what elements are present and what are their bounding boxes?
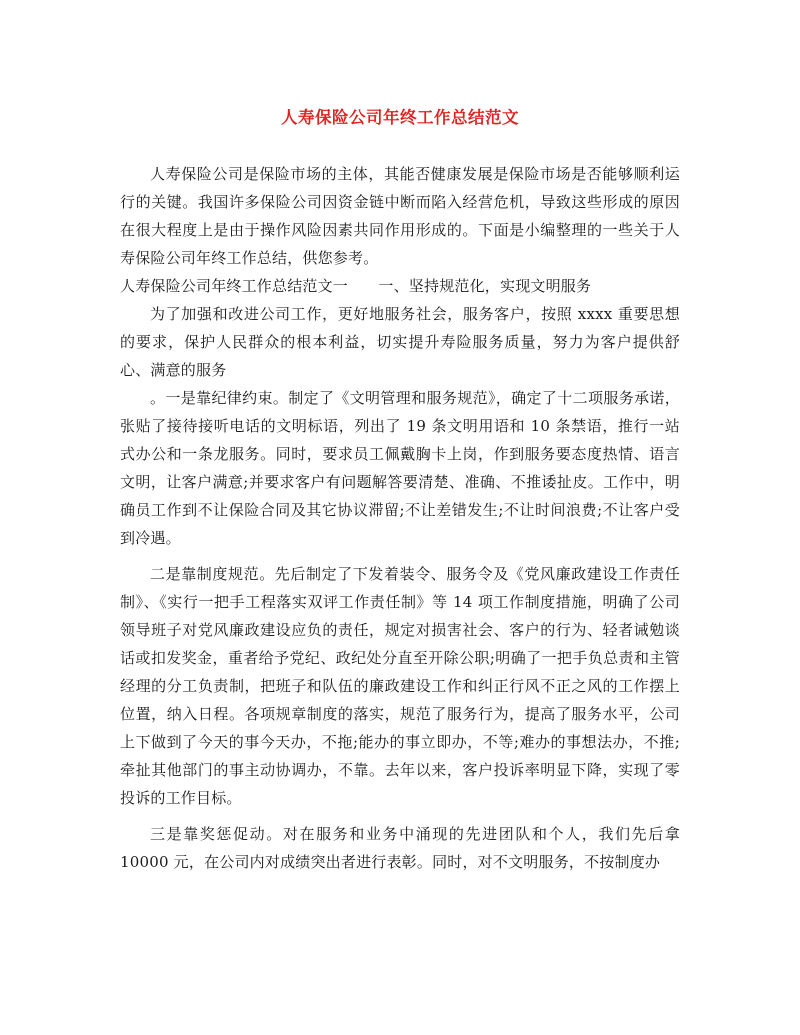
document-title: 人寿保险公司年终工作总结范文 (281, 108, 519, 127)
paragraph-discipline: 。一是靠纪律约束。制定了《文明管理和服务规范》，确定了十二项服务承诺，张贴了接待接听电话的文明标语，列出了 19 条文明用语和 10 条禁语，推行一站式办公和一条龙服务。同时，要求员工佩戴胸卡上岗，作到服务要态度热情、语言文明，让客户满意;并要求客户有问题解答要清楚、准确、不推诿扯皮。工作中，明确员工作到不让保险合同及其它协议滞留;不让差错发生;不让时间浪费;不让客户受到冷遇。 (120, 389, 680, 547)
section-heading: 人寿保险公司年终工作总结范文一 一、坚持规范化，实现文明服务 (120, 277, 592, 295)
paragraph-regulation: 二是靠制度规范。先后制定了下发着装令、服务令及《党风廉政建设工作责任制》、《实行一把手工程落实双评工作责任制》等 14 项工作制度措施，明确了公司领导班子对党风廉政建设应负的责任，规定对损害社会、客户的行为、轻者诫勉谈话或扣发奖金，重者给予党纪、政纪处分直至开除公职;明确了一把手负总责和主管经理的分工负责制，把班子和队伍的廉政建设工作和纠正行风不正之风的工作摆上位置，纳入日程。各项规章制度的落实，规范了服务行为，提高了服务水平，公司上下做到了今天的事今天办，不拖;能办的事立即办，不等;难办的事想法办，不推;牵扯其他部门的事主动协调办，不靠。去年以来，客户投诉率明显下降，实现了零投诉的工作目标。 (120, 565, 680, 807)
document-body (120, 160, 680, 876)
paragraph-incentive: 三是靠奖惩促动。对在服务和业务中涌现的先进团队和个人，我们先后拿 10000 元，在公司内对成绩突出者进行表彰。同时，对不文明服务，不按制度办 (120, 825, 680, 871)
paragraph-purpose: 为了加强和改进公司工作，更好地服务社会，服务客户，按照 xxxx 重要思想的要求，保护人民群众的根本利益，切实提升寿险服务质量，努力为客户提供舒心、满意的服务 (120, 305, 680, 379)
paragraph-intro: 人寿保险公司是保险市场的主体，其能否健康发展是保险市场是否能够顺利运行的关键。我国许多保险公司因资金链中断而陷入经营危机，导致这些形成的原因在很大程度上是由于操作风险因素共同作用形成的。下面是小编整理的一些关于人寿保险公司年终工作总结，供您参考。 (120, 165, 680, 267)
